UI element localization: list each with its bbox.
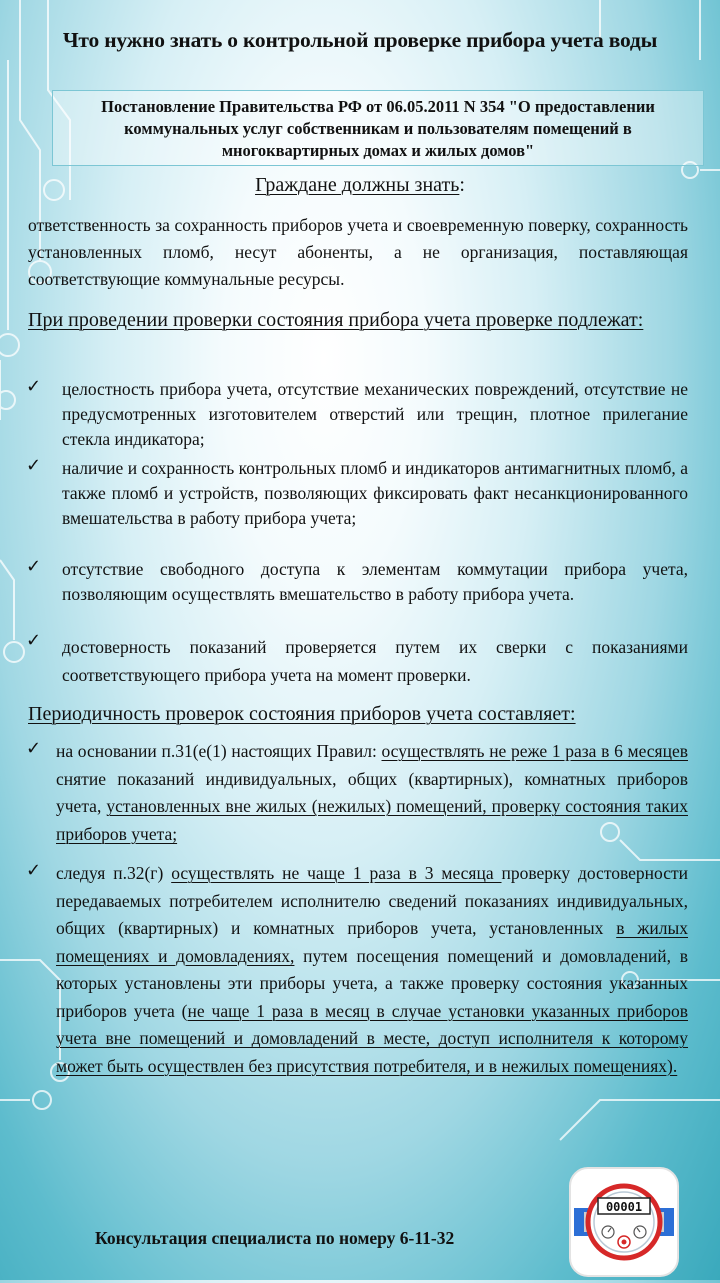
- check-icon: ✓: [26, 630, 42, 651]
- item-text: на основании п.31(е(1) настоящих Правил:: [56, 741, 382, 761]
- periodicity-heading: Периодичность проверок состояния приборов учета составляет:: [28, 703, 576, 725]
- item-underlined-text: не чаще 1 раза в месяц в случае установки указанных приборов учета вне помещений и домовладений в месте, доступ исполнителя к которому может быть осуществлен без присутствия потребителя, и в нежилых помещениях).: [56, 1000, 688, 1076]
- list-item: [56, 738, 688, 848]
- inspection-heading: При проведении проверки состояния прибора учета проверке подлежат:: [28, 309, 644, 331]
- check-icon: ✓: [26, 556, 42, 577]
- list-item: [56, 860, 688, 1080]
- meter-reading: 00001: [605, 1200, 643, 1214]
- page-title: Что нужно знать о контрольной проверке прибора учета воды: [62, 28, 658, 52]
- item-underlined-text: осуществлять не реже 1 раза в 6 месяцев: [381, 741, 688, 761]
- item-text: проверку достоверности передаваемых потребителем исполнителю сведений показаниях индивидуальных, общих (квартирных) и комнатных приборов учета, установленных: [56, 863, 688, 938]
- item-text: следуя п.32(г): [56, 863, 172, 883]
- citizens-heading-colon: :: [459, 174, 465, 196]
- item-text: снятие показаний индивидуальных, общих (квартирных), комнатных приборов учета,: [56, 768, 688, 816]
- list-item: отсутствие свободного доступа к элементам коммутации прибора учета, позволяющим осуществлять вмешательство в работу прибора учета.: [62, 559, 688, 604]
- item-text: путем посещения помещений и домовладений, в которых установлены эти приборы учета, а также проверку состояния указанных приборов учета (: [56, 945, 689, 1021]
- consultation-footer: Консультация специалиста по номеру 6-11-32: [95, 1228, 455, 1248]
- check-icon: ✓: [26, 376, 42, 397]
- check-icon: ✓: [26, 455, 42, 476]
- citizens-heading-text: Граждане должны знать: [255, 174, 460, 196]
- responsibility-paragraph: ответственность за сохранность приборов учета и своевременную поверку, сохранность установленных пломб, несут абоненты, а не организация, поставляющая соответствующие коммунальные ресурсы.: [28, 215, 688, 289]
- item-underlined-text: осуществлять не чаще 1 раза в 3 месяца: [171, 863, 502, 883]
- law-reference-line: Постановление Правительства РФ от 06.05.2011 N 354 "О предоставлении: [101, 97, 655, 116]
- law-reference-line: многоквартирных домах и жилых домов": [221, 141, 535, 160]
- list-item: достоверность показаний проверяется путем их сверки с показаниями соответствующего прибора учета на момент проверки.: [62, 637, 688, 685]
- list-item: наличие и сохранность контрольных пломб и индикаторов антимагнитных пломб, а также пломб и устройств, позволяющих фиксировать факт несанкционированного вмешательства в работу прибора учета;: [62, 458, 688, 528]
- check-icon: ✓: [26, 860, 42, 881]
- law-reference-line: коммунальных услуг собственникам и пользователям помещений в: [124, 119, 632, 138]
- list-item: целостность прибора учета, отсутствие механических повреждений, отсутствие не предусмотренных изготовителем отверстий или трещин, плотное прилегание стекла индикатора;: [62, 379, 688, 449]
- water-meter-icon: [568, 1166, 680, 1278]
- item-underlined-text: в жилых помещениях и домовладениях,: [56, 918, 688, 966]
- check-icon: ✓: [26, 738, 42, 759]
- citizens-heading: [0, 174, 720, 197]
- item-underlined-text: установленных вне жилых (нежилых) помещений, проверку состояния таких приборов учета;: [56, 796, 688, 844]
- law-reference-box: [52, 90, 704, 166]
